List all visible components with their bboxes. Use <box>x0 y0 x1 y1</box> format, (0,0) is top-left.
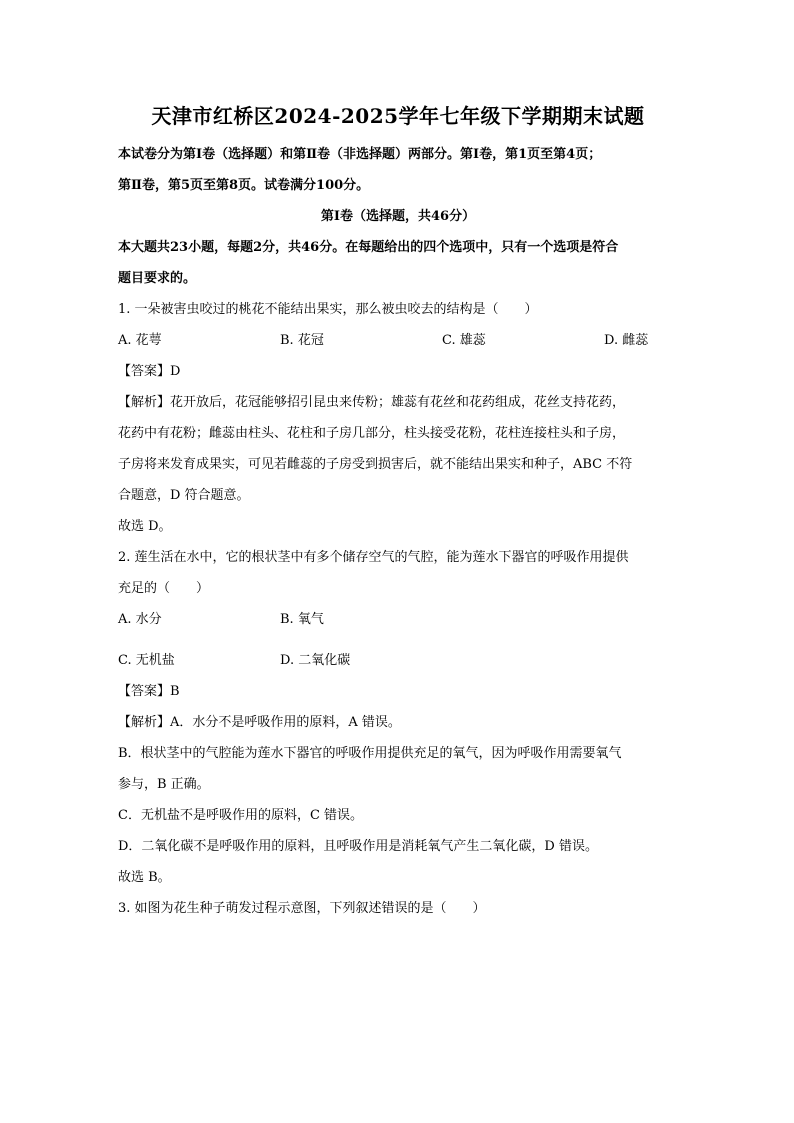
analysis-line: B．根状茎中的气腔能为莲水下器官的呼吸作用提供充足的氧气，因为呼吸作用需要氧气 <box>118 746 622 761</box>
question-stem: 1. 一朵被害虫咬过的桃花不能结出果实，那么被虫咬去的结构是（ ） <box>118 302 538 317</box>
option-d: D. 雌蕊 <box>604 333 649 348</box>
analysis-line: 【解析】花开放后，花冠能够招引昆虫来传粉；雄蕊有花丝和花药组成，花丝支持花药， <box>118 395 626 410</box>
analysis-line: C．无机盐不是呼吸作用的原料，C 错误。 <box>118 808 364 823</box>
option-c: C. 无机盐 <box>118 653 175 668</box>
intro-line: 本试卷分为第Ⅰ卷（选择题）和第Ⅱ卷（非选择题）两部分。第Ⅰ卷，第1页至第4页； <box>118 147 602 162</box>
option-row <box>118 604 678 635</box>
analysis-line: 【解析】A．水分不是呼吸作用的原料，A 错误。 <box>118 715 401 730</box>
analysis-line: D．二氧化碳不是呼吸作用的原料，且呼吸作用是消耗氧气产生二氧化碳，D 错误。 <box>118 839 598 854</box>
intro-line: 第Ⅱ卷，第5页至第8页。试卷满分100分。 <box>118 178 370 193</box>
exam-page <box>118 100 678 924</box>
option-row <box>118 645 678 676</box>
analysis-conclusion: 故选 D。 <box>118 519 172 534</box>
answer: 【答案】D <box>118 364 181 379</box>
section-instructions: 本大题共23小题，每题2分，共46分。在每题给出的四个选项中，只有一个选项是符合 <box>118 240 619 255</box>
analysis-line: 花药中有花粉；雌蕊由柱头、花柱和子房几部分，柱头接受花粉，花柱连接柱头和子房， <box>118 426 626 441</box>
analysis-conclusion: 故选 B。 <box>118 870 171 885</box>
option-row <box>118 325 678 356</box>
analysis-line: 子房将来发育成果实，可见若雌蕊的子房受到损害后，就不能结出果实和种子，ABC 不符 <box>118 457 633 472</box>
answer: 【答案】B <box>118 684 180 699</box>
section-title: 第Ⅰ卷（选择题，共46分） <box>320 209 476 224</box>
question-stem: 3. 如图为花生种子萌发过程示意图，下列叙述错误的是（ ） <box>118 901 486 916</box>
question-3 <box>118 893 678 924</box>
option-a: A. 花萼 <box>118 333 162 348</box>
question-2 <box>118 542 678 893</box>
question-stem: 充足的（ ） <box>118 581 210 596</box>
option-c: C. 雄蕊 <box>442 333 486 348</box>
question-1 <box>118 294 678 542</box>
analysis-line: 合题意，D 符合题意。 <box>118 488 250 503</box>
page-title: 天津市红桥区2024-2025学年七年级下学期期末试题 <box>151 104 645 128</box>
analysis-line: 参与，B 正确。 <box>118 777 210 792</box>
option-a: A. 水分 <box>118 612 162 627</box>
section-instructions: 题目要求的。 <box>118 271 197 286</box>
question-stem: 2. 莲生活在水中，它的根状茎中有多个储存空气的气腔，能为莲水下器官的呼吸作用提供 <box>118 550 629 565</box>
option-b: B. 氧气 <box>280 612 324 627</box>
option-b: B. 花冠 <box>280 333 324 348</box>
option-d: D. 二氧化碳 <box>280 653 351 668</box>
